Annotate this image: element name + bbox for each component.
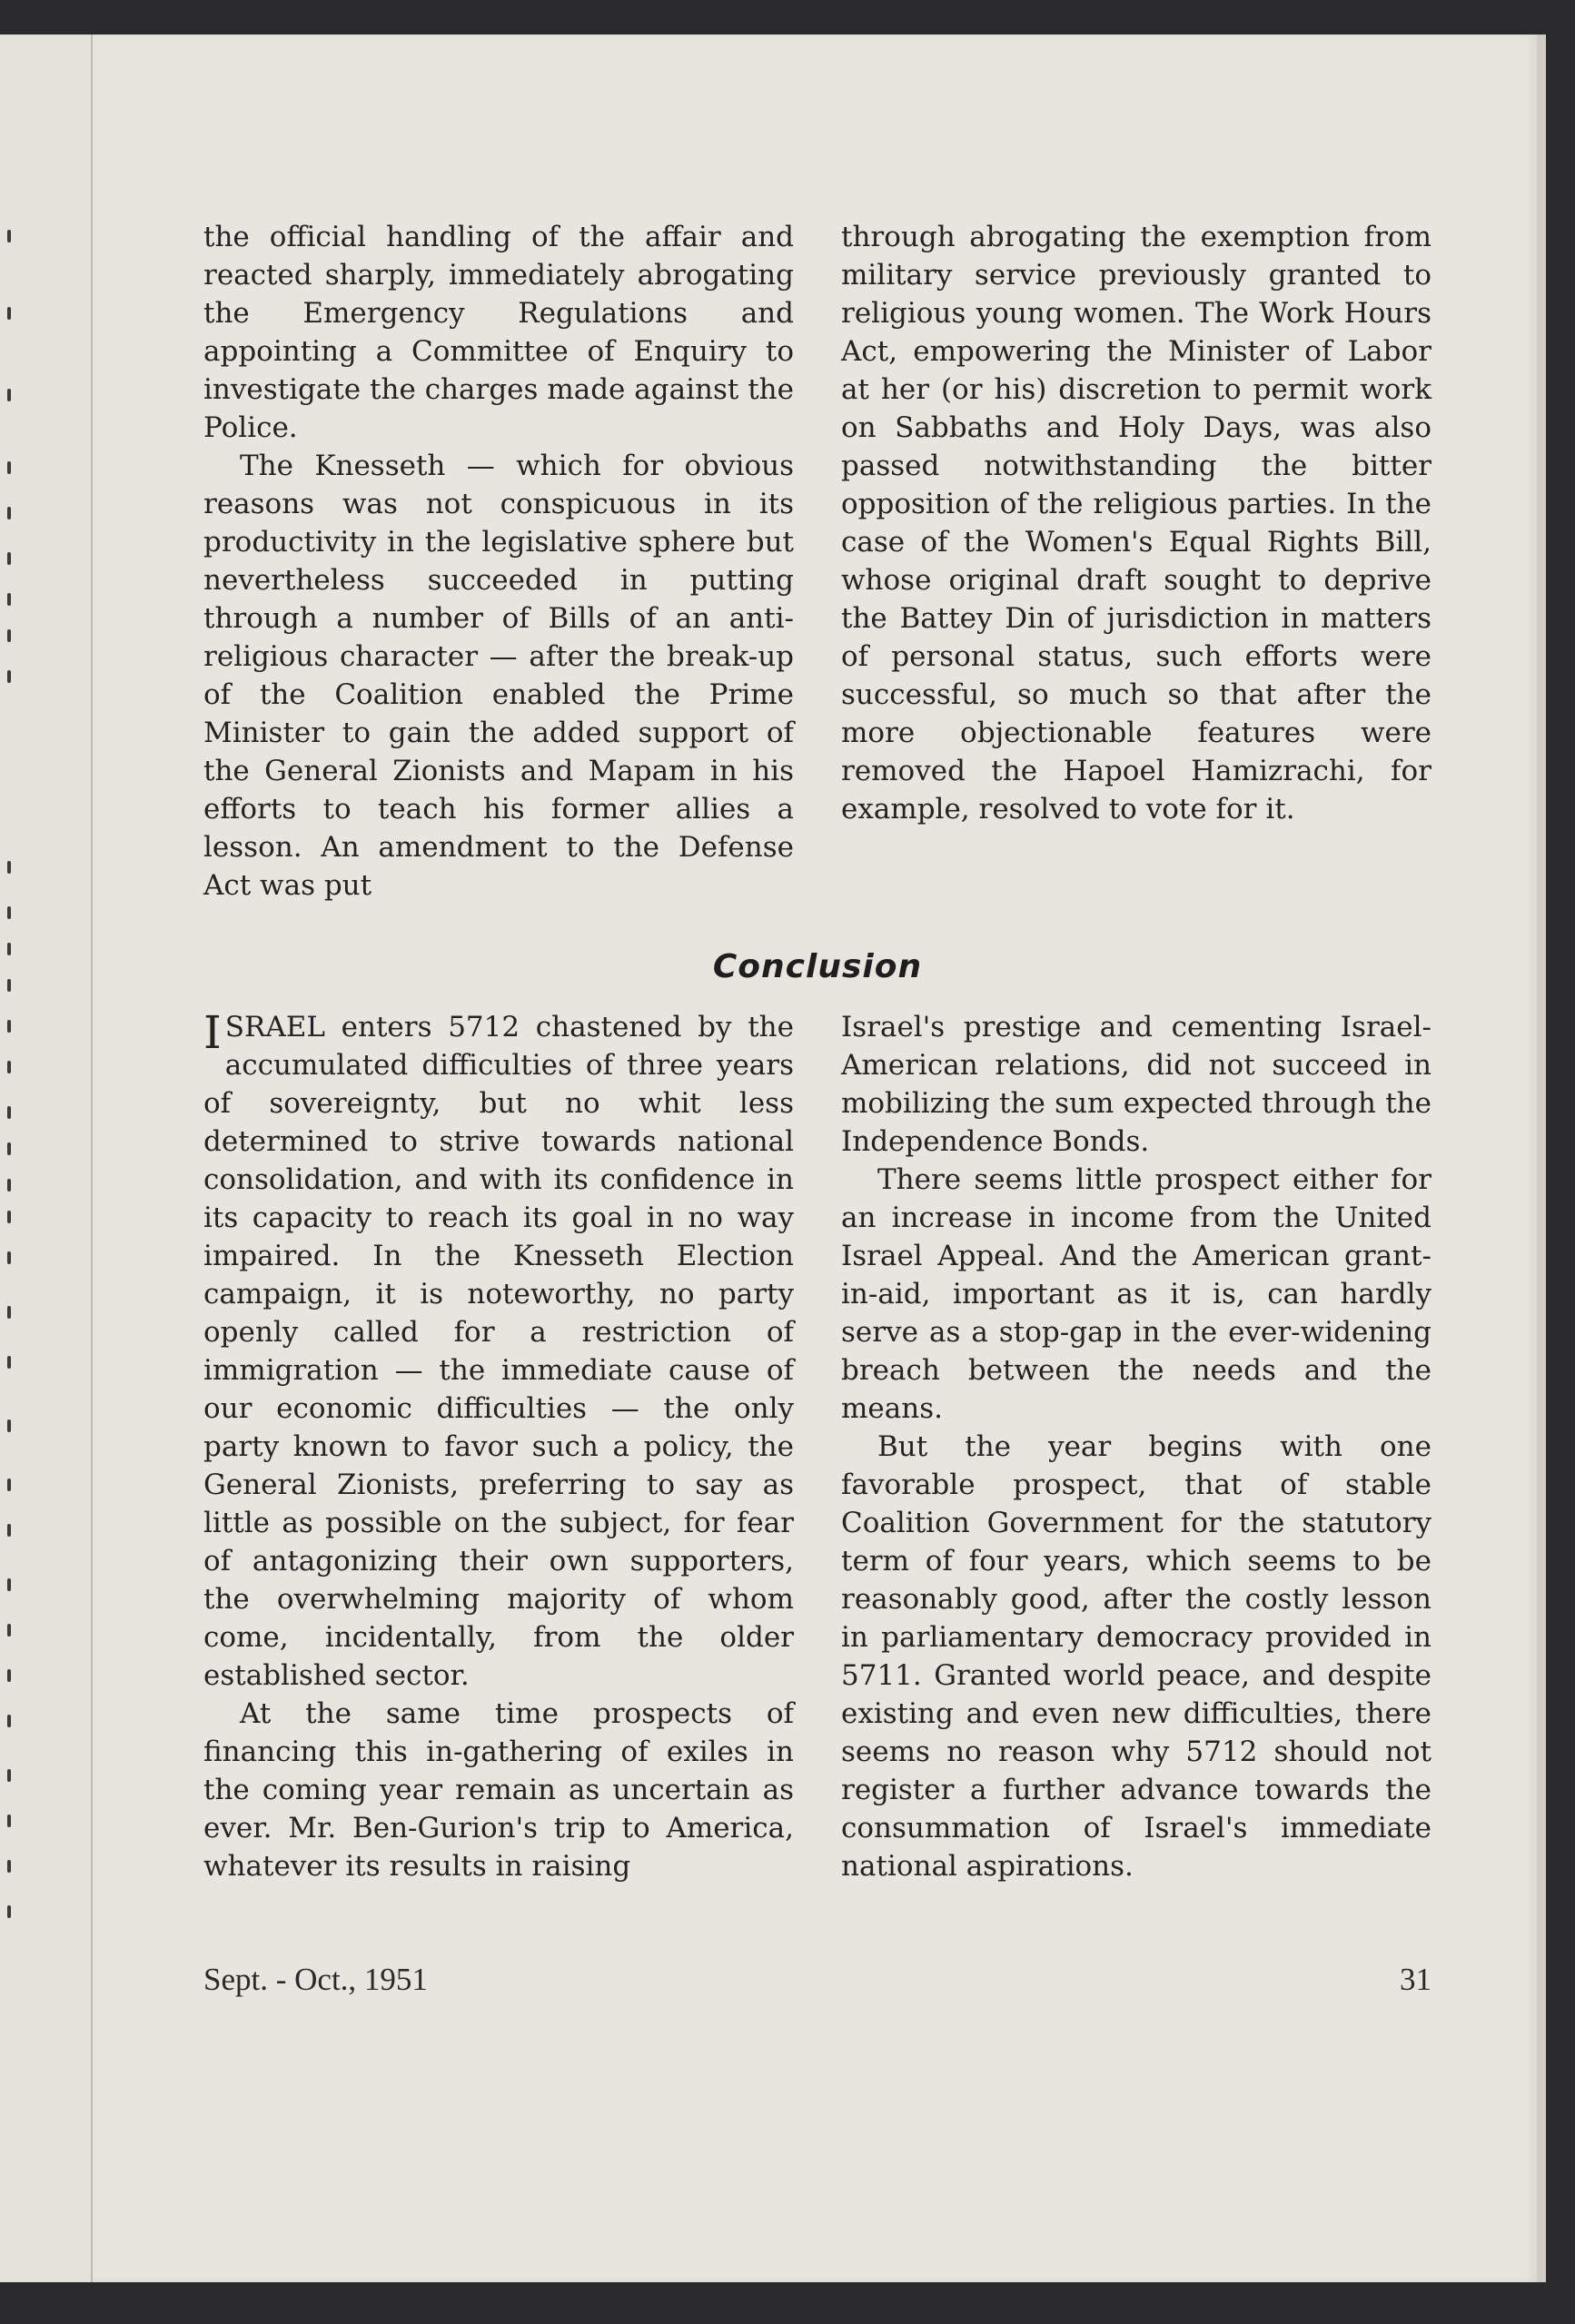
column-bottom-left: [203, 1008, 794, 1885]
paragraph: through abrogating the exemption from military service previously granted to religious young women. The Work Hours Act, empowering the Minister of Labor at her (or his) discretion to permit work on Sabbaths and Holy Days, was also passed notwithstanding the bitter opposition of the religious parties. In the case of the Women's Equal Rights Bill, whose original draft sought to deprive the Battey Din of jurisdiction in matters of personal status, such efforts were successful, so much so that after the more objectionable features were removed the Hapoel Hamizrachi, for example, resolved to vote for it.: [841, 221, 1431, 826]
paragraph: There seems little prospect either for an increase in income from the United Israel Appeal. And the American grant-in-aid, important as it is, can hardly serve as a stop-gap in the ever-widening breach between the needs and the means.: [841, 1163, 1431, 1425]
page-number: 31: [1400, 1962, 1431, 1997]
adjacent-page-edge: [0, 35, 93, 2282]
opening-paragraph-text: SRAEL enters 5712 chastened by the accumulated difficulties of three years of sovereignty, but no whit less determined to strive towards national consolidation, and with its confidence in its capacity to reach its goal in no way impaired. In the Knesseth Election campaign, it is noteworthy, no party openly called for a restriction of immigration — the immediate cause of our economic difficulties — the only party known to favor such a policy, the General Zionists, preferring to say as little as possible on the subject, for fear of antagonizing their own supporters, the overwhelming majority of whom come, incidentally, from the older established sector.: [203, 1011, 794, 1692]
paragraph: Israel's prestige and cementing Israel-American relations, did not succeed in mobilizing the sum expected through the Independence Bonds.: [841, 1011, 1431, 1158]
footer-date: Sept. - Oct., 1951: [203, 1962, 428, 1997]
paragraph: But the year begins with one favorable prospect, that of stable Coalition Government for the statutory term of four years, which seems to be reasonably good, after the costly lesson in parliamentary democracy provided in 5711. Granted world peace, and despite existing and even new difficulties, there seems no reason why 5712 should not register a further advance towards the consummation of Israel's immediate national aspirations.: [841, 1430, 1431, 1883]
paragraph: The Knesseth — which for obvious reasons was not conspicuous in its productivity in the legislative sphere but nevertheless succeeded in putting through a number of Bills of an anti-religious character — after the break-up of the Coalition enabled the Prime Minister to gain the added support of the General Zionists and Mapam in his efforts to teach his former allies a lesson. An amendment to the Defense Act was put: [203, 450, 794, 902]
column-bottom-right: [841, 1008, 1431, 1885]
page-edge: [1537, 35, 1546, 2282]
section-heading: Conclusion: [712, 948, 923, 985]
opening-paragraph: [203, 1008, 794, 1695]
paragraph: the official handling of the affair and reacted sharply, immediately abrogating the Emergency Regulations and appointing a Committee of Enquiry to investigate the charges made against the Police.: [203, 221, 794, 444]
drop-cap: I: [203, 1006, 222, 1059]
column-top-left: [203, 218, 794, 905]
paragraph: At the same time prospects of financing this in-gathering of exiles in the coming year remain as uncertain as ever. Mr. Ben-Gurion's trip to America, whatever its results in raising: [203, 1697, 794, 1883]
column-top-right: [841, 218, 1431, 828]
